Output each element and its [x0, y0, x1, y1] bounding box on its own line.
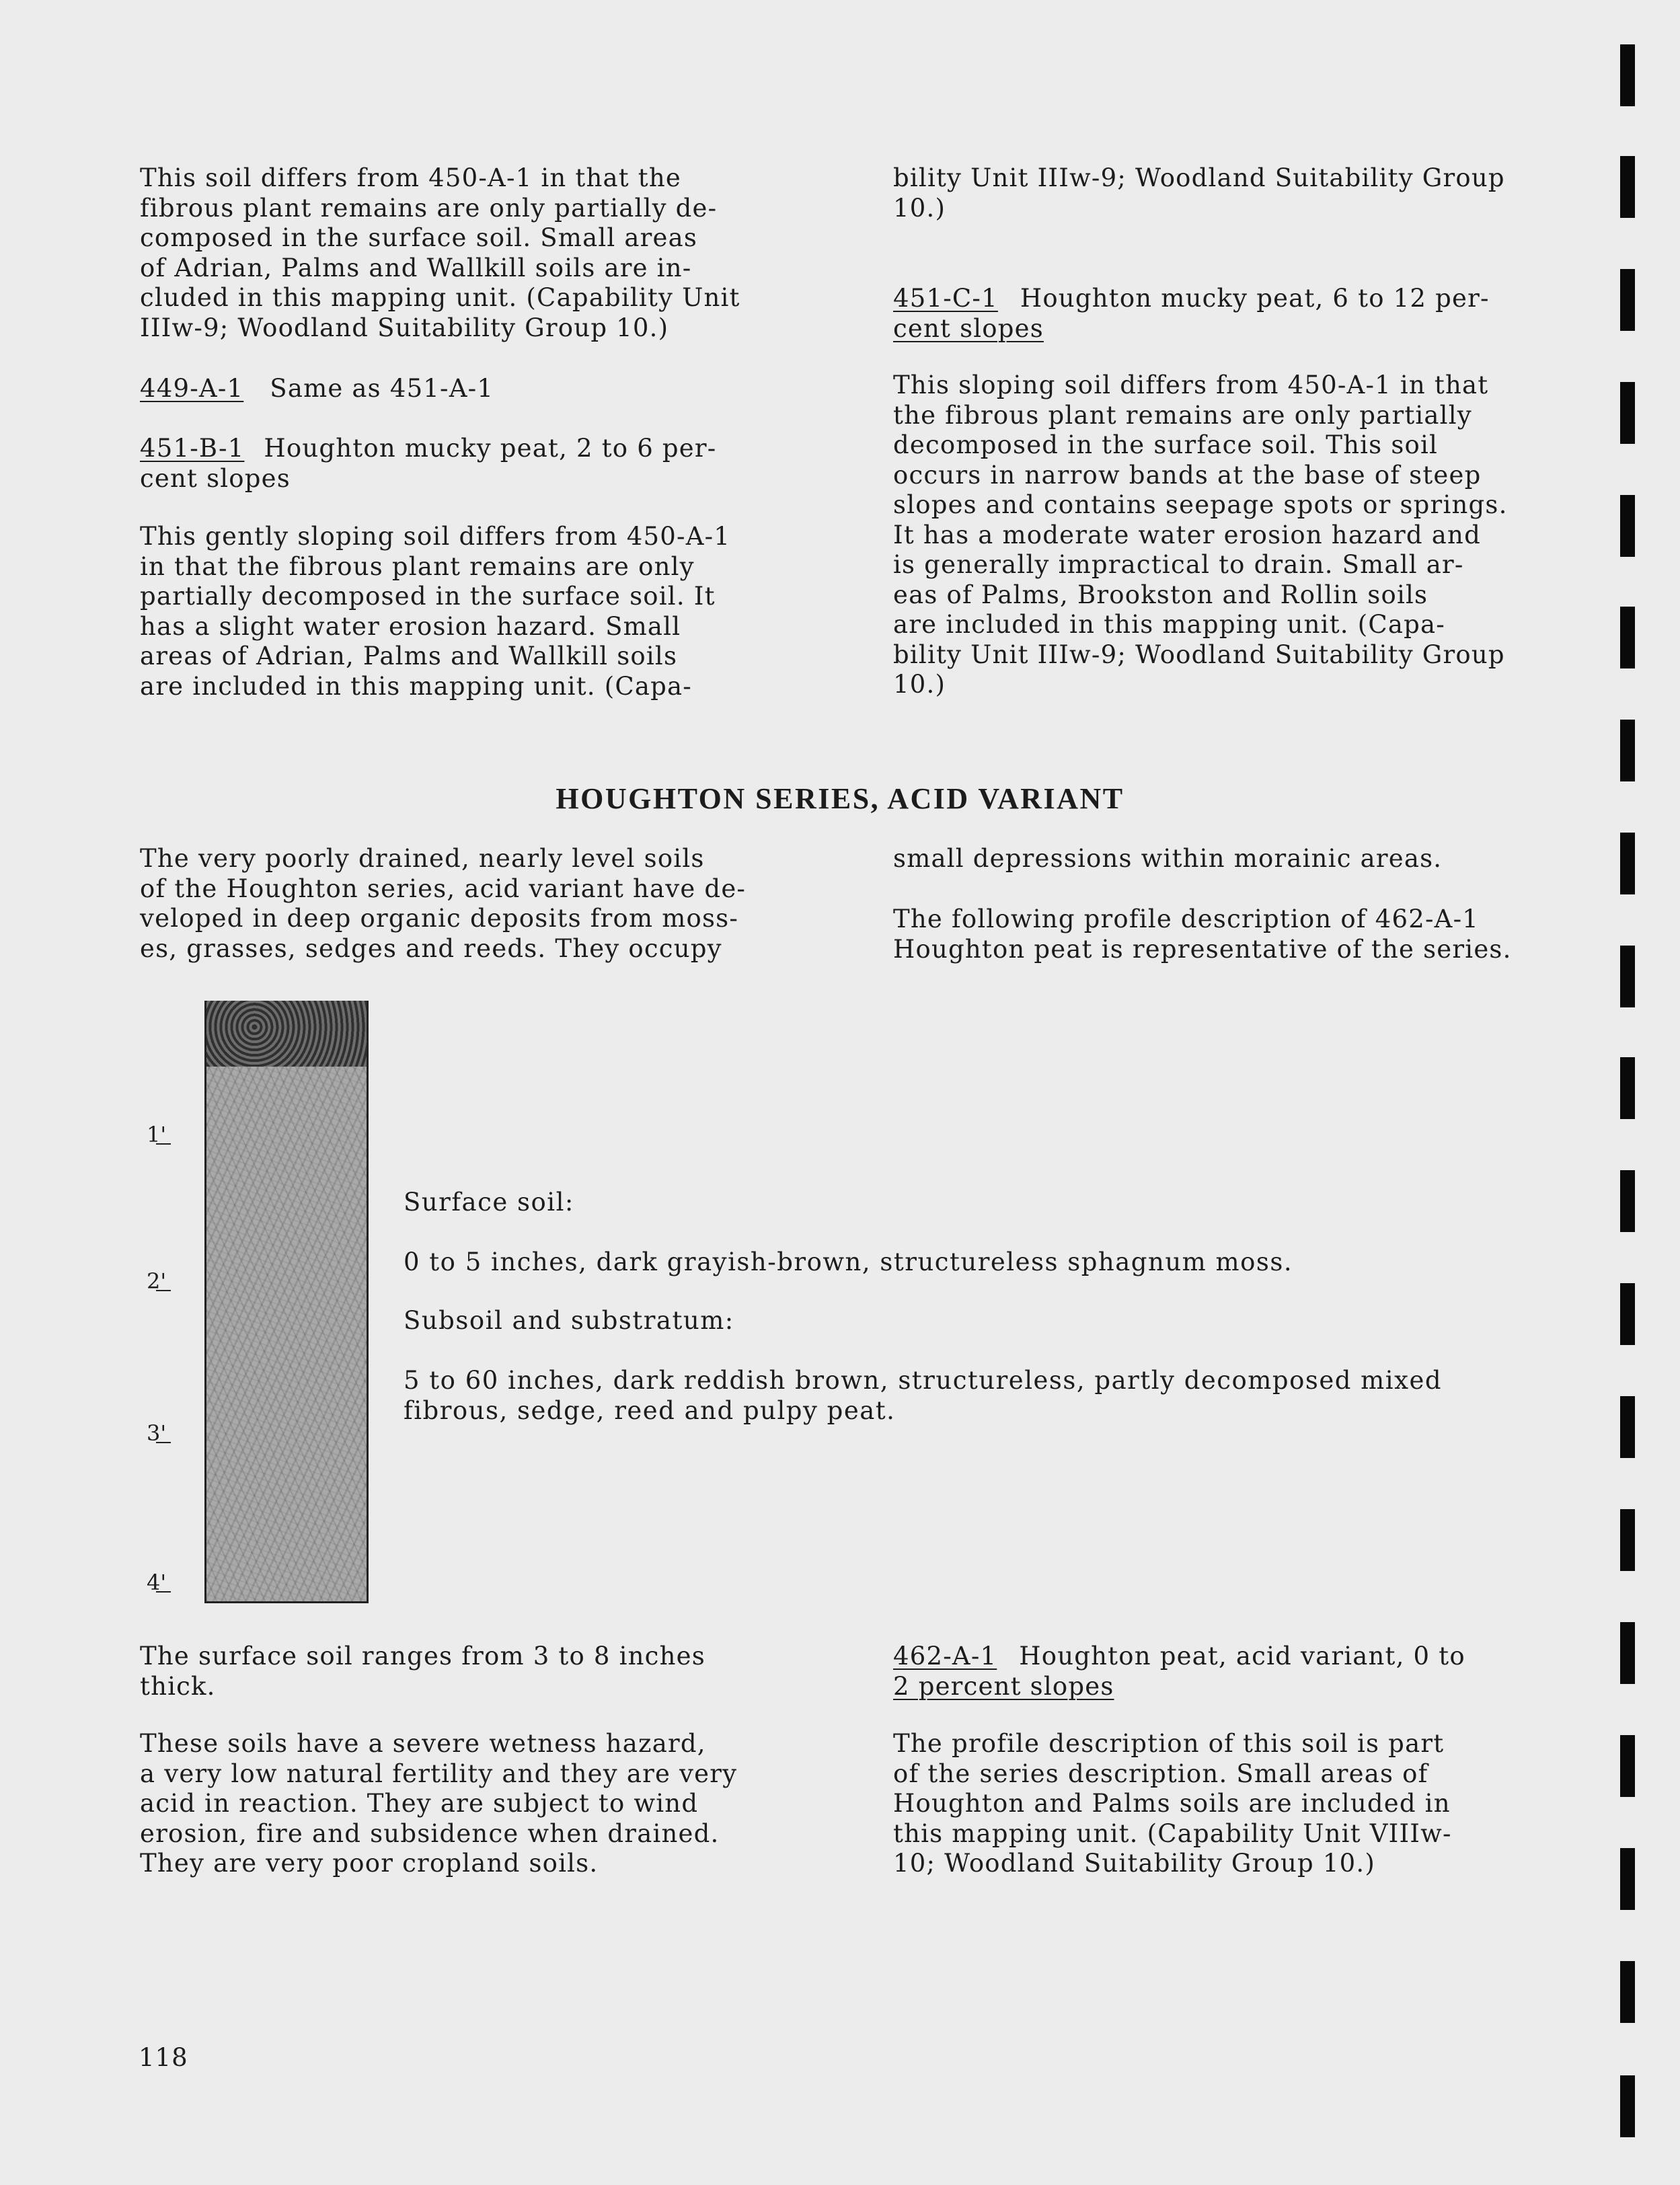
- binding-mark: [1620, 1396, 1635, 1458]
- unit-451-c-title: Houghton mucky peat, 6 to 12 per-: [1020, 284, 1490, 313]
- series-intro-right-para: [893, 905, 1544, 964]
- text-line: a very low natural fertility and they are very: [140, 1759, 738, 1788]
- binding-mark: [1620, 1961, 1635, 2023]
- unit-449-text: Same as 451-A-1: [270, 374, 494, 403]
- text-line: occurs in narrow bands at the base of steep: [893, 460, 1482, 490]
- series-intro-right: [893, 844, 1544, 874]
- text-line: cluded in this mapping unit. (Capability Unit: [140, 283, 740, 312]
- text-line: are included in this mapping unit. (Capa-: [140, 671, 692, 701]
- binding-mark: [1620, 1622, 1635, 1684]
- unit-code-449: 449-A-1: [140, 374, 244, 403]
- binding-mark: [1620, 1735, 1635, 1797]
- unit-451-b-title-cont: cent slopes: [140, 463, 291, 493]
- text-line: of the series description. Small areas of: [893, 1759, 1428, 1788]
- depth-label-4: 4': [147, 1570, 171, 1593]
- unit-462-heading: [893, 1642, 1544, 1701]
- text-line: es, grasses, sedges and reeds. They occupy: [140, 933, 722, 963]
- text-line: This sloping soil differs from 450-A-1 in that: [893, 371, 1489, 399]
- surface-moss-layer: [206, 1001, 367, 1067]
- depth-label-3: 3': [147, 1420, 171, 1443]
- text-line: 10; Woodland Suitability Group 10.): [893, 1849, 1375, 1878]
- text-line: erosion, fire and subsidence when drained.: [140, 1818, 720, 1848]
- unit-462-title: Houghton peat, acid variant, 0 to: [1019, 1642, 1465, 1671]
- text-line: partially decomposed in the surface soil. It: [140, 582, 716, 611]
- text-line: decomposed in the surface soil. This soil: [893, 430, 1439, 459]
- binding-mark: [1620, 2075, 1635, 2137]
- depth-label-1: 1': [147, 1122, 171, 1145]
- text-line: composed in the surface soil. Small areas: [140, 223, 698, 252]
- text-line: fibrous, sedge, reed and pulpy peat.: [404, 1395, 896, 1425]
- text-line: IIIw-9; Woodland Suitability Group 10.): [140, 313, 669, 342]
- text-line: Houghton and Palms soils are included in: [893, 1789, 1451, 1818]
- paragraph-451-c-desc: [893, 371, 1544, 700]
- text-line: bility Unit IIIw-9; Woodland Suitability Group: [893, 163, 1505, 192]
- text-line: This soil differs from 450-A-1 in that the: [140, 163, 681, 192]
- binding-mark: [1620, 269, 1635, 331]
- unit-code-451-b: 451-B-1: [140, 434, 245, 463]
- text-line: bility Unit IIIw-9; Woodland Suitability Group: [893, 640, 1505, 669]
- right-top-continuation: [893, 163, 1544, 223]
- text-line: acid in reaction. They are subject to wind: [140, 1789, 699, 1818]
- depth-label-2: 2': [147, 1268, 171, 1291]
- profile-surface-heading: Surface soil:: [404, 1188, 574, 1217]
- left-top-column: [140, 163, 788, 343]
- binding-mark: [1620, 720, 1635, 781]
- binding-mark: [1620, 1509, 1635, 1571]
- text-line: 5 to 60 inches, dark reddish brown, structureless, partly decomposed mixed: [404, 1366, 1443, 1395]
- unit-code-462: 462-A-1: [893, 1642, 997, 1671]
- text-line: has a slight water erosion hazard. Small: [140, 611, 681, 641]
- page-number: 118: [139, 2043, 188, 2072]
- binding-mark: [1620, 1057, 1635, 1119]
- text-line: small depressions within morainic areas.: [893, 844, 1443, 873]
- binding-mark: [1620, 44, 1635, 106]
- text-line: These soils have a severe wetness hazard,: [140, 1729, 706, 1758]
- text-line: Houghton peat is representative of the series.: [893, 934, 1512, 964]
- hazard-para: [140, 1729, 788, 1879]
- binding-mark: [1620, 946, 1635, 1007]
- text-line: slopes and contains seepage spots or springs.: [893, 490, 1508, 519]
- unit-451-b-title: Houghton mucky peat, 2 to 6 per-: [264, 434, 717, 463]
- binding-mark: [1620, 1283, 1635, 1345]
- binding-mark: [1620, 495, 1635, 557]
- unit-462-title-cont: 2 percent slopes: [893, 1671, 1114, 1701]
- binding-mark: [1620, 607, 1635, 668]
- soil-profile-illustration: [204, 1001, 369, 1603]
- text-line: veloped in deep organic deposits from moss-: [140, 904, 739, 933]
- text-line: The surface soil ranges from 3 to 8 inches: [140, 1642, 705, 1671]
- text-line: 10.): [893, 193, 946, 223]
- text-line: is generally impractical to drain. Small ar-: [893, 550, 1464, 579]
- text-line: It has a moderate water erosion hazard and: [893, 520, 1481, 549]
- text-line: The very poorly drained, nearly level soils: [140, 844, 705, 873]
- text-line: The following profile description of 462-A-1: [893, 905, 1480, 933]
- binding-mark: [1620, 382, 1635, 444]
- text-line: This gently sloping soil differs from 450-A-1: [140, 522, 731, 551]
- text-line: the fibrous plant remains are only partially: [893, 400, 1472, 430]
- text-line: this mapping unit. (Capability Unit VIIIw-: [893, 1818, 1452, 1848]
- text-line: thick.: [140, 1671, 216, 1701]
- binding-mark: [1620, 156, 1635, 218]
- unit-451-b-heading: [140, 434, 788, 494]
- text-line: The profile description of this soil is part: [893, 1729, 1445, 1758]
- text-line: in that the fibrous plant remains are only: [140, 551, 695, 581]
- text-line: of the Houghton series, acid variant have de-: [140, 874, 747, 903]
- paragraph-451-b-desc: [140, 522, 788, 701]
- profile-subsoil-heading: Subsoil and substratum:: [404, 1306, 734, 1335]
- text-line: They are very poor cropland soils.: [140, 1849, 599, 1878]
- unit-462-desc: [893, 1729, 1544, 1879]
- profile-surface-desc: 0 to 5 inches, dark grayish-brown, structureless sphagnum moss.: [404, 1248, 1293, 1276]
- binding-mark: [1620, 1170, 1635, 1232]
- unit-451-c-title-cont: cent slopes: [893, 313, 1044, 343]
- binding-mark: [1620, 1848, 1635, 1910]
- series-intro-left: [140, 844, 788, 964]
- profile-subsoil-desc: [404, 1366, 1560, 1426]
- text-line: of Adrian, Palms and Wallkill soils are in-: [140, 253, 692, 282]
- section-title: HOUGHTON SERIES, ACID VARIANT: [556, 782, 1124, 815]
- text-line: 10.): [893, 670, 946, 699]
- text-line: are included in this mapping unit. (Capa-: [893, 610, 1445, 639]
- text-line: eas of Palms, Brookston and Rollin soils: [893, 580, 1428, 609]
- text-line: areas of Adrian, Palms and Wallkill soils: [140, 642, 678, 670]
- surface-soil-range-para: [140, 1642, 788, 1701]
- paragraph-451-a-1-desc: [140, 163, 788, 343]
- unit-449-heading: [140, 374, 788, 404]
- unit-451-c-heading: [893, 284, 1544, 344]
- unit-code-451-c: 451-C-1: [893, 284, 998, 313]
- binding-mark: [1620, 833, 1635, 894]
- text-line: fibrous plant remains are only partially de-: [140, 193, 718, 223]
